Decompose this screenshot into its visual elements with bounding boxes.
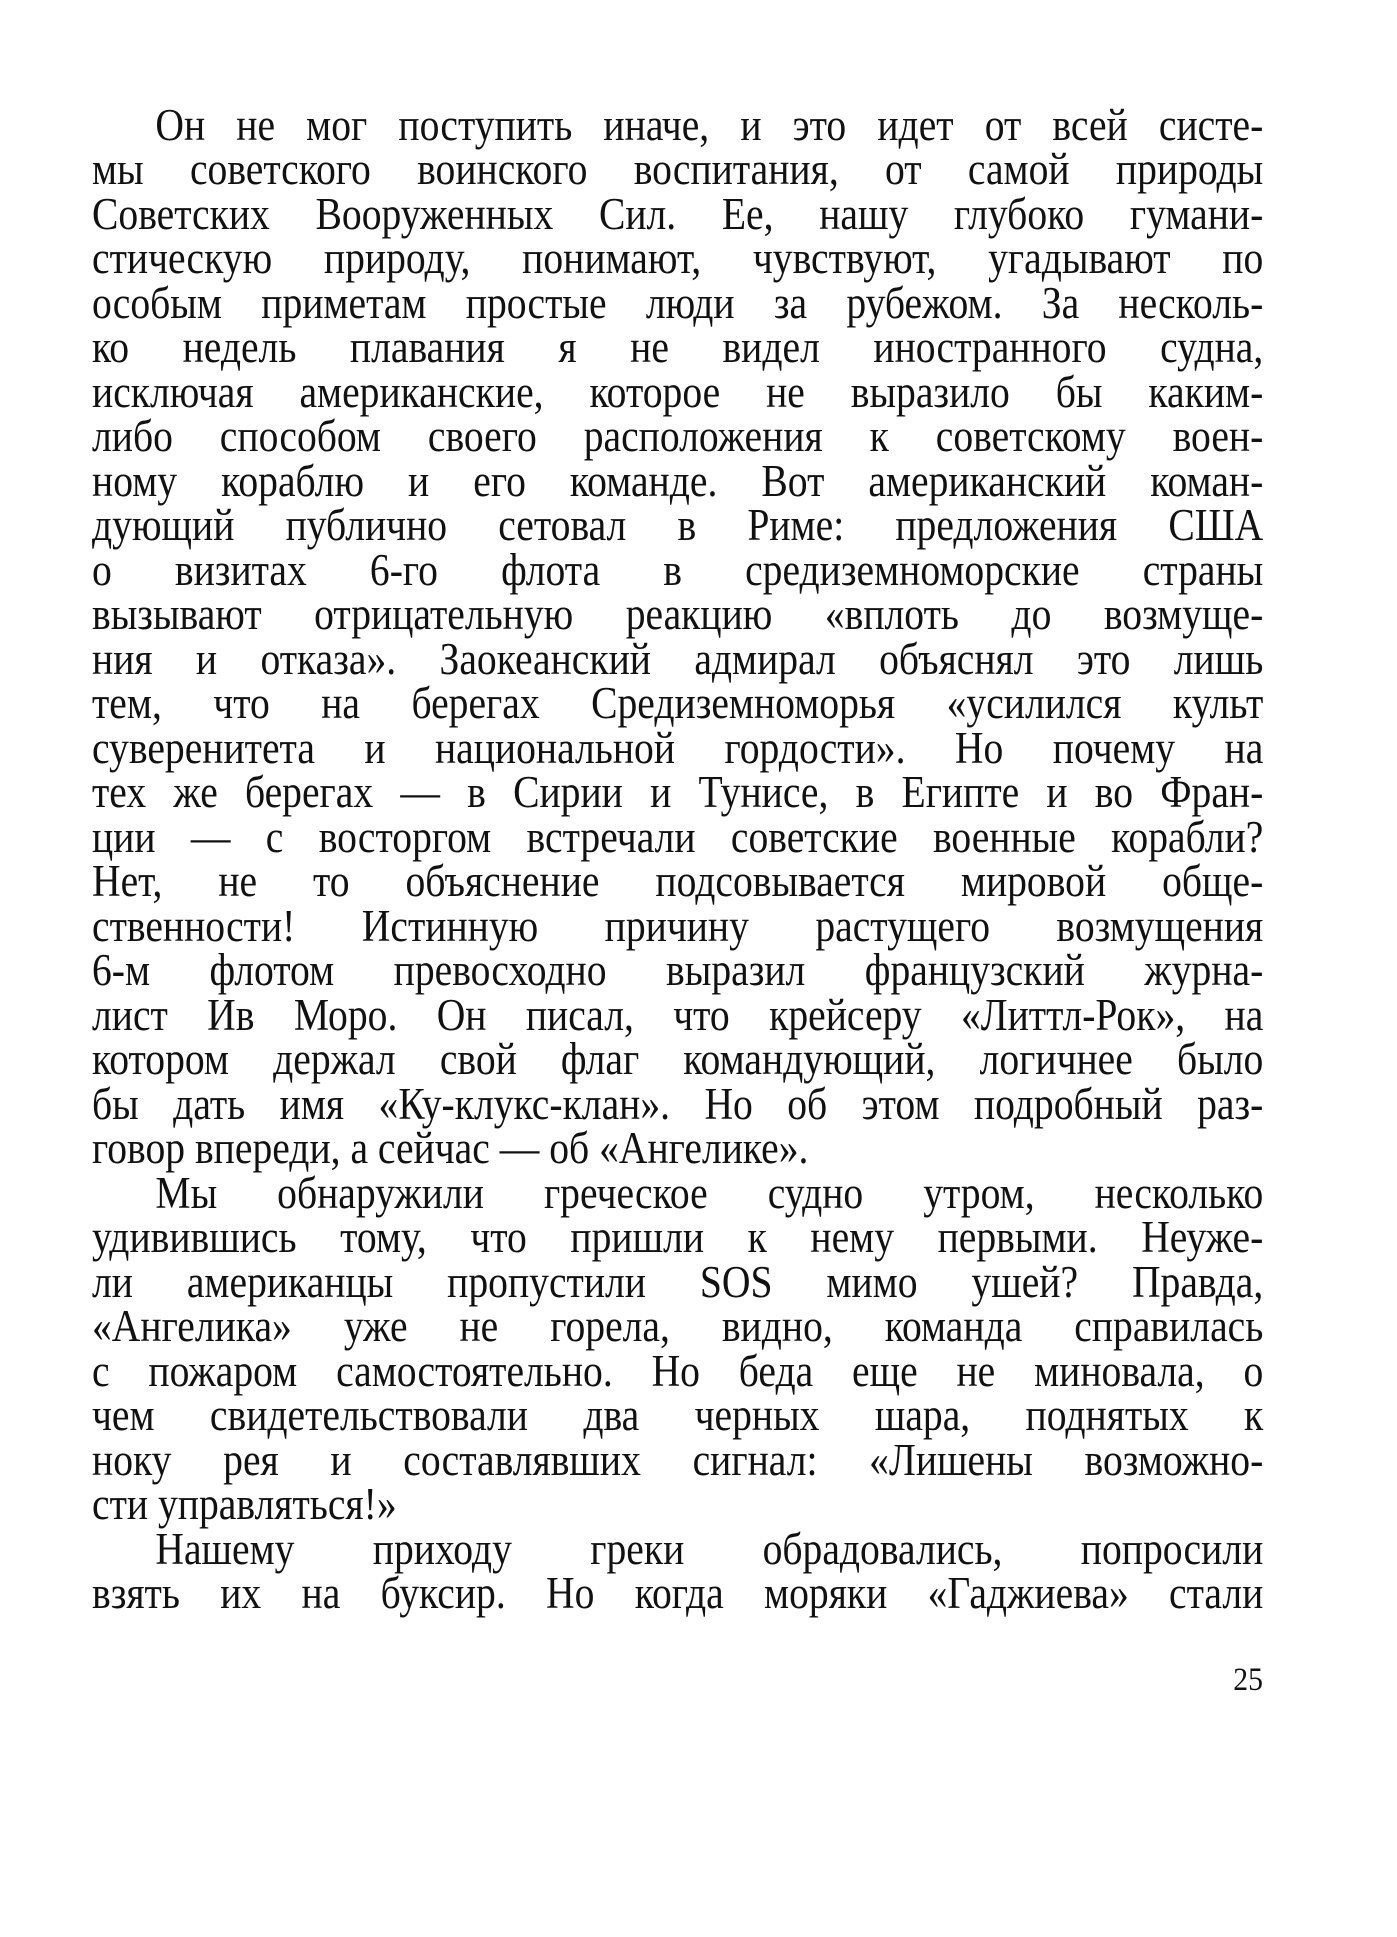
text-line-content: Нет, не то объяснение подсовывается мировой обще- bbox=[92, 856, 1264, 906]
text-line-content: либо способом своего расположения к советскому воен- bbox=[92, 411, 1264, 461]
text-line-content: Мы обнаружили греческое судно утром, несколько bbox=[155, 1167, 1264, 1218]
body-text bbox=[92, 99, 1264, 1620]
text-line-content: ному кораблю и его команде. Вот американский коман- bbox=[92, 455, 1264, 506]
page-number: 25 bbox=[1233, 1662, 1263, 1698]
text-line-content: лист Ив Моро. Он писал, что крейсеру «Литтл-Рок», на bbox=[92, 989, 1264, 1040]
text-line-content: говор впереди, а сейчас — об «Ангелике». bbox=[92, 1123, 809, 1173]
text-line-content: ции — с восторгом встречали советские военные корабли? bbox=[92, 811, 1264, 862]
text-line-content: 6-м флотом превосходно выразил французский журна- bbox=[92, 945, 1264, 995]
text-line-content: удивившись тому, что пришли к нему первыми. Неуже- bbox=[92, 1212, 1264, 1262]
text-line-content: исключая американские, которое не выразило бы каким- bbox=[92, 366, 1264, 417]
text-line-content: «Ангелика» уже не горела, видно, команда справилась bbox=[92, 1301, 1264, 1351]
text-line-content: суверенитета и национальной гордости». Но почему на bbox=[92, 722, 1264, 773]
text-line bbox=[92, 1568, 1264, 1621]
text-line-content: ственности! Истинную причину растущего возмущения bbox=[92, 900, 1264, 951]
text-line-content: о визитах 6-го флота в средиземноморские страны bbox=[92, 544, 1264, 595]
text-line-content: особым приметам простые люди за рубежом. За несколь- bbox=[92, 277, 1264, 328]
text-line-content: бы дать имя «Ку-клукс-клан». Но об этом подробный раз- bbox=[92, 1078, 1264, 1129]
text-line-content: ко недель плавания я не видел иностранного судна, bbox=[92, 322, 1264, 372]
text-line-content: Он не мог поступить иначе, и это идет от всей систе- bbox=[155, 99, 1264, 150]
text-line-content: мы советского воинского воспитания, от самой природы bbox=[92, 144, 1264, 194]
text-line-content: ния и отказа». Заокеанский адмирал объяснял это лишь bbox=[92, 633, 1264, 684]
text-line-content: котором держал свой флаг командующий, логичнее было bbox=[92, 1034, 1264, 1084]
text-line-content: стическую природу, понимают, чувствуют, угадывают по bbox=[92, 233, 1264, 283]
text-line-content: Нашему приходу греки обрадовались, попросили bbox=[155, 1523, 1264, 1574]
text-line-content: с пожаром самостоятельно. Но беда еще не миновала, о bbox=[92, 1345, 1264, 1396]
text-line-content: чем свидетельствовали два черных шара, поднятых к bbox=[92, 1390, 1264, 1440]
text-line-content: тех же берегах — в Сирии и Тунисе, в Египте и во Фран- bbox=[92, 767, 1264, 817]
text-line-content: ноку рея и составлявших сигнал: «Лишены возможно- bbox=[92, 1434, 1264, 1485]
text-line-content: ли американцы пропустили SOS мимо ушей? Правда, bbox=[92, 1256, 1264, 1307]
text-line-content: взять их на буксир. Но когда моряки «Гаджиева» стали bbox=[92, 1568, 1264, 1618]
text-line-content: сти управляться!» bbox=[92, 1479, 397, 1529]
text-line-content: вызывают отрицательную реакцию «вплоть до возмуще- bbox=[92, 589, 1264, 639]
text-line-content: Советских Вооруженных Сил. Ее, нашу глубоко гумани- bbox=[92, 188, 1264, 239]
text-line-content: дующий публично сетовал в Риме: предложения США bbox=[92, 500, 1264, 550]
text-line-content: тем, что на берегах Средиземноморья «усилился культ bbox=[92, 678, 1264, 728]
